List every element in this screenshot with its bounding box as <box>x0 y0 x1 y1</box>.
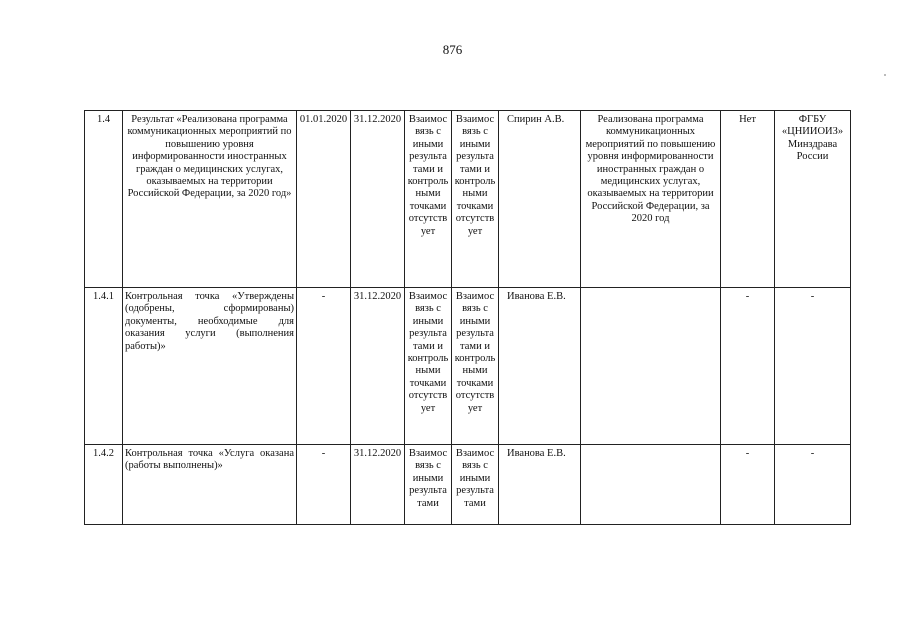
row-number: 1.4.2 <box>85 445 123 525</box>
flag-cell: Нет <box>721 111 775 288</box>
responsible-person: Иванова Е.В. <box>499 288 581 445</box>
row-number: 1.4 <box>85 111 123 288</box>
link-cell-2: Взаимосвязь с иными результатами <box>452 445 499 525</box>
link-cell-1: Взаимосвязь с иными результатами <box>405 445 452 525</box>
organization-cell: - <box>775 288 851 445</box>
organization-cell: - <box>775 445 851 525</box>
link-cell-1: Взаимосвязь с иными результатами и контрольными точками отсутствует <box>405 111 452 288</box>
flag-cell: - <box>721 288 775 445</box>
row-description: Контрольная точка «Услуга оказана (работы выполнены)» <box>123 445 297 525</box>
organization-cell: ФГБУ «ЦНИИОИЗ» Минздрава России <box>775 111 851 288</box>
result-info <box>581 288 721 445</box>
link-cell-2: Взаимосвязь с иными результатами и контрольными точками отсутствует <box>452 111 499 288</box>
plan-table <box>84 110 851 525</box>
responsible-person: Иванова Е.В. <box>499 445 581 525</box>
row-description: Контрольная точка «Утверждены (одобрены, сформированы) документы, необходимые для оказания услуги (выполнения работы)» <box>123 288 297 445</box>
scan-speck <box>884 74 886 76</box>
result-info: Реализована программа коммуникационных мероприятий по повышению уровня информированности иностранных граждан о медицинских услугах, оказываемых на территории Российской Федерации, за 2020 год <box>581 111 721 288</box>
start-date: - <box>297 445 351 525</box>
link-cell-2: Взаимосвязь с иными результатами и контрольными точками отсутствует <box>452 288 499 445</box>
start-date: 01.01.2020 <box>297 111 351 288</box>
row-description: Результат «Реализована программа коммуникационных мероприятий по повышению уровня информированности иностранных граждан о медицинских услугах, оказываемых на территории Российской Федерации, за 2020 год» <box>123 111 297 288</box>
table-row <box>85 111 851 288</box>
row-number: 1.4.1 <box>85 288 123 445</box>
responsible-person: Спирин А.В. <box>499 111 581 288</box>
end-date: 31.12.2020 <box>351 288 405 445</box>
link-cell-1: Взаимосвязь с иными результатами и контрольными точками отсутствует <box>405 288 452 445</box>
table-row <box>85 445 851 525</box>
end-date: 31.12.2020 <box>351 111 405 288</box>
table-row <box>85 288 851 445</box>
page-number: 876 <box>442 42 463 57</box>
flag-cell: - <box>721 445 775 525</box>
end-date: 31.12.2020 <box>351 445 405 525</box>
start-date: - <box>297 288 351 445</box>
result-info <box>581 445 721 525</box>
